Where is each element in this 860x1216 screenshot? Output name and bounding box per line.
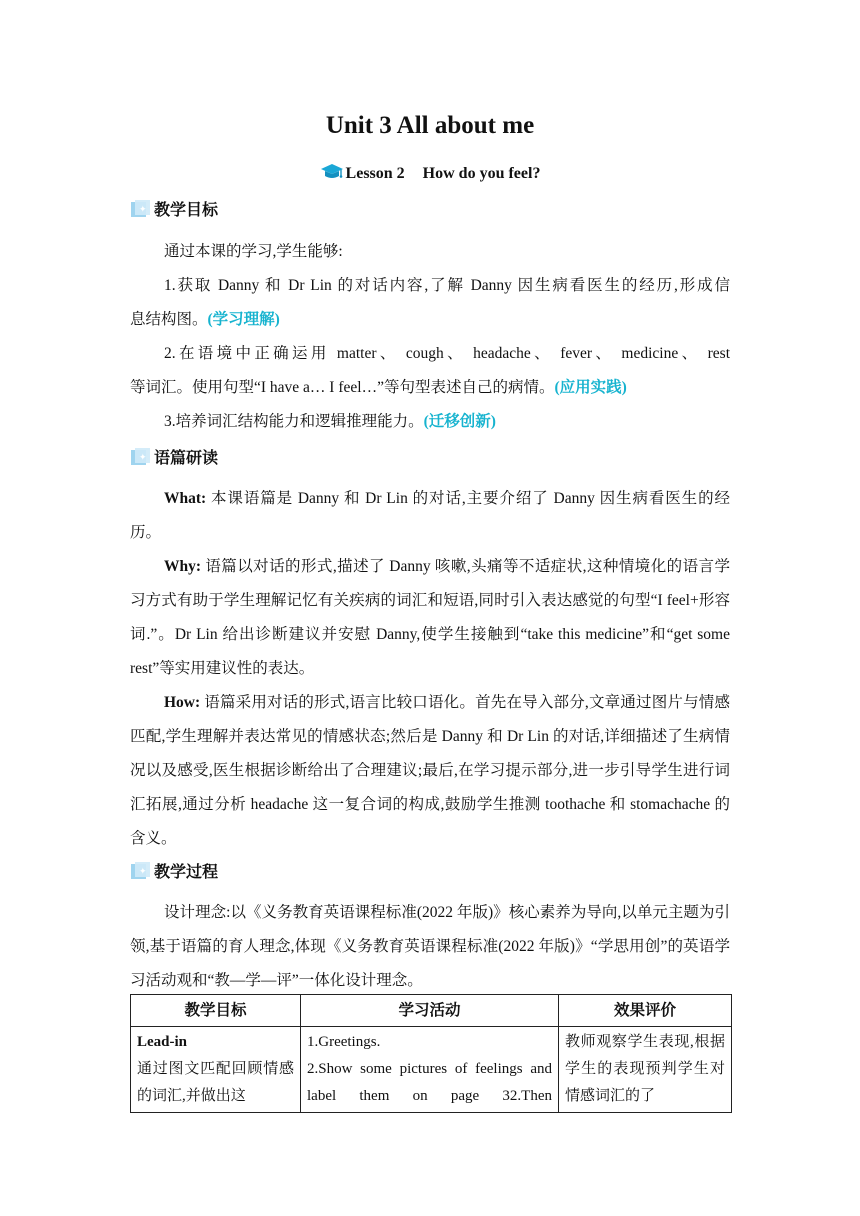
- table-header-row: [131, 995, 732, 1027]
- section-heading-goals: ✦ 教学目标: [130, 197, 218, 224]
- goal-2-tag: (应用实践): [554, 379, 627, 396]
- goal-1-line-1: 1.获取 Danny 和 Dr Lin 的对话内容,了解 Danny 因生病看医生的经历,形成信: [164, 277, 730, 294]
- lead-in-title: Lead-in: [137, 1034, 188, 1050]
- section-marker-icon: [130, 447, 152, 472]
- goal-3-tag: (迁移创新): [423, 413, 496, 430]
- table-header-activity: 学习活动: [301, 995, 559, 1027]
- svg-text:✦: ✦: [139, 205, 147, 215]
- goal-1-line-2: 息结构图。(学习理解): [130, 311, 280, 328]
- table-header-goal: 教学目标: [131, 995, 301, 1027]
- goals-intro: 通过本课的学习,学生能够:: [164, 243, 343, 260]
- reading-what: What: 本课语篇是 Danny 和 Dr Lin 的对话,主要介绍了 Danny 因生病看医生的经历。: [130, 490, 731, 541]
- table-row: [131, 1027, 732, 1113]
- reading-how: How: 语篇采用对话的形式,语言比较口语化。首先在导入部分,文章通过图片与情感匹配,学生理解并表达常见的情感状态;然后是 Danny 和 Dr Lin 的对话,详细描述了生病情况以及感受,医生根据诊断给出了合理建议;最后,在学习提示部分,进一步引导学生进行词汇拓展,通过分析 headache 这一复合词的构成,鼓励学生推测 toothache 和 stomachache 的含义。: [130, 694, 730, 847]
- section-heading-process: ✦ 教学过程: [130, 859, 218, 886]
- goal-1-tag: (学习理解): [207, 311, 280, 328]
- section-marker-icon: [130, 199, 152, 224]
- teaching-process-table: [130, 994, 732, 1113]
- lesson-name: How do you feel?: [422, 165, 541, 182]
- section-marker-icon: [130, 861, 152, 886]
- goal-3-line: 3.培养词汇结构能力和逻辑推理能力。(迁移创新): [164, 413, 496, 430]
- svg-text:✦: ✦: [139, 867, 147, 877]
- svg-text:✦: ✦: [139, 453, 147, 463]
- table-cell-activity: 1.Greetings. 2.Show some pictures of feelings and label them on page 32.Then: [301, 1027, 559, 1113]
- section-heading-reading: ✦ 语篇研读: [130, 445, 218, 472]
- table-cell-evaluation: 教师观察学生表现,根据学生的表现预判学生对情感词汇的了: [559, 1027, 732, 1113]
- process-design-note: 设计理念:以《义务教育英语课程标准(2022 年版)》核心素养为导向,以单元主题为引领,基于语篇的育人理念,体现《义务教育英语课程标准(2022 年版)》“学思用创”的英语学习活动观和“教—学—评”一体化设计理念。: [130, 904, 730, 989]
- reading-why: Why: 语篇以对话的形式,描述了 Danny 咳嗽,头痛等不适症状,这种情境化的语言学习方式有助于学生理解记忆有关疾病的词汇和短语,同时引入表达感觉的句型“I feel+形容词.”。Dr Lin 给出诊断建议并安慰 Danny,使学生接触到“take this medicine”和“get some rest”等实用建议性的表达。: [130, 558, 730, 677]
- goal-2-line-2: 等词汇。使用句型“I have a… I feel…”等句型表述自己的病情。(应用实践): [130, 379, 627, 396]
- goal-2-line-1: 2.在语境中正确运用 matter、 cough、 headache、 fever、 medicine、 rest: [164, 345, 730, 362]
- graduation-cap-icon: [320, 163, 344, 186]
- table-header-evaluation: 效果评价: [559, 995, 732, 1027]
- lesson-subtitle: [0, 163, 860, 186]
- lesson-number: Lesson 2: [345, 165, 405, 182]
- unit-title: Unit 3 All about me: [325, 112, 535, 139]
- table-cell-goal: Lead-in 通过图文匹配回顾情感的词汇,并做出这: [131, 1027, 301, 1113]
